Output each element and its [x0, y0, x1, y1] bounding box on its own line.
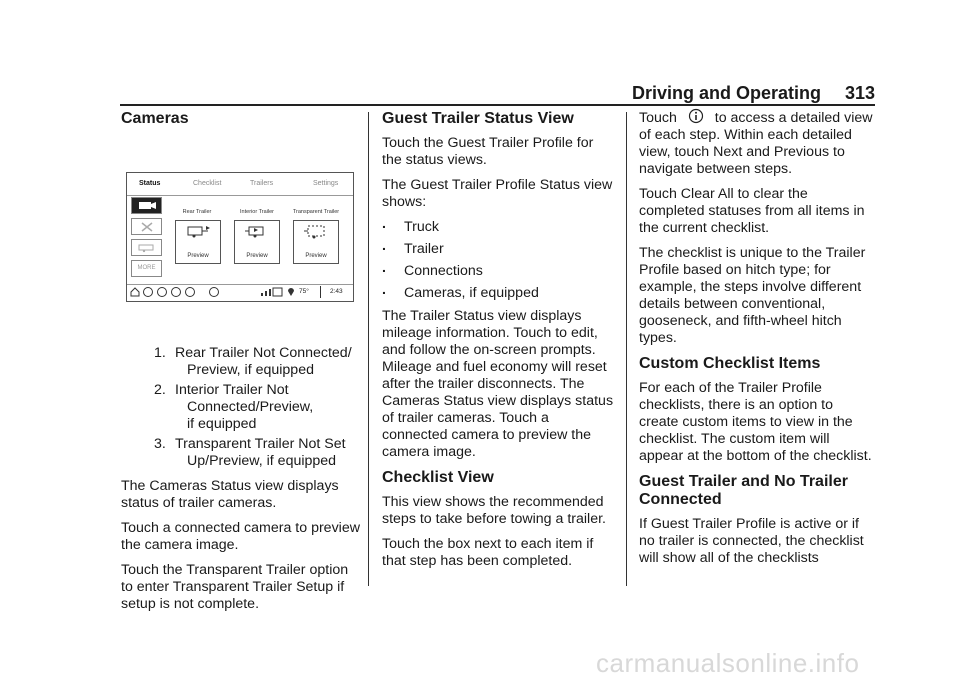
- tab-trailers: Trailers: [250, 180, 274, 187]
- status-bullets: [382, 219, 614, 302]
- paragraph: Touch a connected camera to preview the camera image.: [121, 520, 360, 553]
- screen-tabs: [127, 173, 353, 196]
- signal-strength-icon: [259, 287, 285, 297]
- phone-icon: [143, 287, 153, 297]
- tab-status: Status: [139, 180, 161, 187]
- paragraph: This view shows the recommended steps to take before towing a trailer.: [382, 494, 606, 527]
- column-divider-1: [368, 112, 369, 586]
- paragraph: The Guest Trailer Profile Status view shows:: [382, 177, 613, 210]
- paragraph: The Cameras Status view displays status of trailer cameras.: [121, 478, 339, 511]
- section-title: Driving and Operating: [632, 83, 822, 103]
- camera-icon: [137, 200, 157, 212]
- watermark: carmanualsonline.info: [596, 648, 860, 678]
- screen-status-bar: [127, 284, 353, 301]
- tab-checklist: Checklist: [193, 180, 222, 187]
- paragraph: Touch the box next to each item if that step has been completed.: [382, 536, 594, 569]
- paragraph: For each of the Trailer Profile checklists, there is an option to create custom items to view in the checklist. The custom item will appear at the bottom of the checklist.: [639, 380, 872, 464]
- paragraph: Touch Clear All to clear the completed statuses from all items in the current checklist.: [639, 186, 865, 236]
- guest-trailer-status-heading: Guest Trailer Status View: [382, 110, 574, 127]
- bullet-item: . Truck: [382, 219, 614, 236]
- card-label-rear: Rear Trailer: [182, 209, 212, 215]
- bullet-item: . Cameras, if equipped: [382, 285, 614, 302]
- preview-label: Preview: [305, 253, 327, 259]
- column-divider-2: [626, 112, 627, 586]
- column-3: [639, 108, 875, 575]
- temperature-readout: 75°: [299, 288, 309, 295]
- info-icon: [685, 108, 707, 124]
- cameras-heading: Cameras: [121, 110, 189, 127]
- callout-item-1: 1. Rear Trailer Not Connected/ Preview, if equipped: [154, 345, 352, 378]
- paragraph: The Trailer Status view displays mileage information. Touch to edit, and follow the on-screen prompts. Mileage and fuel economy will reset after the trailer disconnects. The Cameras Status view displays status of trailer cameras. Touch a connected camera to preview the camera image.: [382, 308, 614, 460]
- paragraph-touch-info: Touch to access a detailed view of each step. Within each detailed view, touch Next and Previous to navigate between steps.: [639, 110, 873, 177]
- onstar-icon: [209, 287, 219, 297]
- header-rule: [120, 104, 875, 106]
- column-2: [382, 108, 614, 578]
- trailer-icon: [137, 243, 157, 253]
- paragraph: If Guest Trailer Profile is active or if no trailer is connected, the checklist will show all of the checklists: [639, 516, 864, 566]
- trailer-status-screen: [126, 172, 354, 302]
- custom-checklist-heading: Custom Checklist Items: [639, 355, 821, 372]
- tools-icon: [140, 221, 154, 233]
- column-1-lower: [121, 345, 361, 621]
- checklist-view-heading: Checklist View: [382, 469, 494, 486]
- card-label-transparent: Transparent Trailer: [292, 209, 340, 215]
- preview-label: Preview: [187, 253, 209, 259]
- preview-label: Preview: [246, 253, 268, 259]
- card-rear-trailer: [175, 220, 221, 264]
- audio-icon: [171, 287, 181, 297]
- guest-trailer-no-trailer-heading: Guest Trailer and No Trailer Connected: [639, 473, 848, 508]
- location-pin-icon: [287, 287, 295, 297]
- paragraph: The checklist is unique to the Trailer Profile based on hitch type; for example, the steps involve different details between conventional, gooseneck, and fifth-wheel hitch types.: [639, 245, 866, 346]
- page-number: 313: [844, 83, 875, 103]
- home-icon: [130, 287, 140, 297]
- trailer-camera-icon: [176, 221, 220, 245]
- tab-settings: Settings: [313, 180, 339, 187]
- callout-item-3: 3. Transparent Trailer Not Set Up/Preview, if equipped: [154, 436, 346, 469]
- camera-side-button: [131, 197, 162, 214]
- interior-camera-icon: [235, 221, 279, 245]
- more-side-button: MORE: [131, 260, 162, 277]
- apps-icon: [185, 287, 195, 297]
- card-transparent-trailer: [293, 220, 339, 264]
- column-1: [121, 108, 357, 135]
- callout-list: [121, 345, 361, 470]
- bullet-item: . Trailer: [382, 241, 614, 258]
- clock-readout: 2:43: [330, 288, 343, 295]
- card-interior-trailer: [234, 220, 280, 264]
- card-label-interior: Interior Trailer: [240, 209, 274, 215]
- status-divider: [320, 286, 321, 298]
- paragraph: Touch the Guest Trailer Profile for the status views.: [382, 135, 594, 168]
- tools-side-button: [131, 218, 162, 235]
- trailer-side-button: [131, 239, 162, 256]
- navigation-icon: [157, 287, 167, 297]
- paragraph: Touch the Transparent Trailer option to enter Transparent Trailer Setup if setup is not complete.: [121, 562, 349, 612]
- bullet-item: . Connections: [382, 263, 614, 280]
- callout-item-2: 2. Interior Trailer Not Connected/Preview, if equipped: [154, 382, 314, 432]
- transparent-camera-icon: [294, 221, 338, 245]
